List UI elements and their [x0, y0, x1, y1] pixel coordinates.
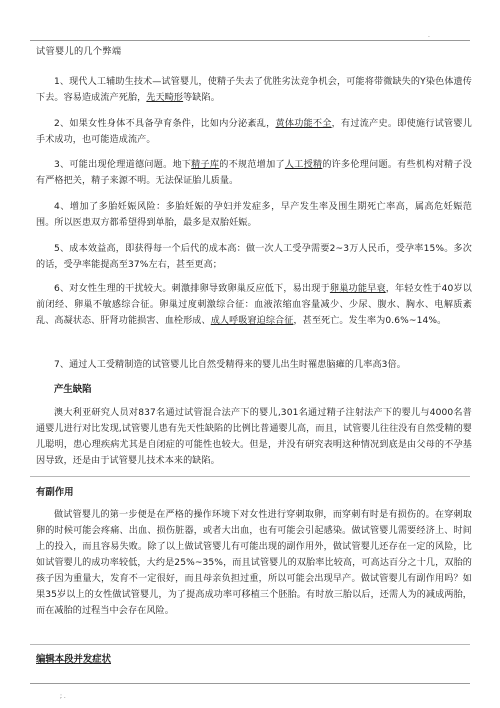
- list-item-7: 7、通过人工受精制造的试管婴儿比自然受精得来的婴儿出生时罹患脑瘫的几率高3倍。: [54, 360, 406, 370]
- document-title: 试管婴儿的几个弊端: [36, 46, 122, 57]
- section-divider: [30, 644, 470, 645]
- footer-mark: ; .: [60, 693, 66, 700]
- header-mark: .: [428, 32, 430, 39]
- list-item-3: 3、可能出现伦理道德问题。地下精子库的不规范增加了人工授精的许多伦理问题。有些机构对精子没有严格把关，精子来源不明。无法保证胎儿质量。: [36, 160, 472, 186]
- link-congenital-malformation[interactable]: 先天畸形: [146, 93, 184, 103]
- section-heading-side-effects: 有副作用: [36, 487, 74, 498]
- link-luteal-insufficiency[interactable]: 黄体功能不全: [275, 119, 332, 129]
- list-item-2: 2、如果女性身体不具备孕育条件，比如内分泌紊乱，黄体功能不全，有过流产史。即使施行试管婴儿手术成功，也可能造成流产。: [36, 119, 472, 145]
- section-body-side-effects: 做试管婴儿的第一步便是在严格的操作环境下对女性进行穿刺取卵，而穿刺有时是有损伤的。在穿刺取卵的时候可能会疼痛、出血、损伤脏器，或者大出血，也有可能会引起感染。做试管婴儿需要经济上、时间上的投入，而且容易失败。除了以上做试管婴儿有可能出现的副作用外，做试管婴儿还存在一定的风险，比如试管婴儿的成功率较低，大约是25%~35%，而且试管婴儿的双胎率比较高，可高达百分之十几，双胎的孩子因为重量大，发育不一定很好，而且母亲负担过重，所以可能会出现早产。做试管婴儿有副作用吗？如果35岁以上的女性做试管婴儿，为了提高成功率可移植三个胚胎。有时放三胎以后，还需人为的减成两胎，而在减胎的过程当中会存在风险。: [36, 510, 472, 616]
- list-item-5: 5、成本效益高，即获得每一个后代的成本高：做一次人工受孕需要2~3万人民币，受孕率15%。多次的话，受孕率能提高至37%左右，甚至更高；: [36, 244, 472, 270]
- edit-section-link[interactable]: 编辑本段并发症状: [36, 654, 112, 665]
- link-premature-ovarian-failure[interactable]: 卵巢功能早衰: [329, 284, 386, 294]
- link-artificial-insemination[interactable]: 人工授精: [284, 160, 323, 170]
- header-rule: [30, 40, 470, 41]
- link-sperm-bank[interactable]: 精子库: [191, 160, 220, 170]
- section-heading-defects: 产生缺陷: [54, 384, 92, 395]
- list-item-4: 4、增加了多胎妊娠风险：多胎妊娠的孕妇并发症多，早产发生率及围生期死亡率高，属高危妊娠范围。所以医患双方都希望得到单胎，最多是双胎妊娠。: [36, 202, 472, 228]
- list-item-6: 6、对女性生理的干扰较大。刺激排卵导致卵巢反应低下，易出现于卵巢功能早衰，年轻女性于40岁以前闭经、卵巢不敏感综合征。卵巢过度刺激综合征：血液浓缩血容量减少、少尿、腹水、胸水、电解质紊乱、高凝状态、肝肾功能损害、血栓形成、成人呼吸窘迫综合征，甚至死亡。发生率为0.6%~14%。: [36, 284, 472, 326]
- list-item-1: 1、现代人工辅助生技术—试管婴儿，使精子失去了优胜劣汰竞争机会，可能将带微缺失的Y染色体遗传下去。容易造成流产死胎，先天畸形等缺陷。: [36, 77, 472, 103]
- section-body-defects: 澳大利亚研究人员对837名通过试管混合法产下的婴儿,301名通过精子注射法产下的婴儿与4000名普通婴儿进行对比发现,试管婴儿患有先天性缺陷的比例比普通婴儿高，而且，试管婴儿往往没有自然受精的婴儿聪明，患心理疾病尤其是自闭症的可能性也较大。但是，并没有研究表明这种情况到底是由父母的不孕基因导致，还是由于试管婴儿技术本来的缺陷。: [36, 408, 472, 466]
- link-ards[interactable]: 成人呼吸窘迫综合征: [210, 316, 294, 326]
- footer-rule: [30, 683, 470, 684]
- section-divider: [30, 476, 470, 477]
